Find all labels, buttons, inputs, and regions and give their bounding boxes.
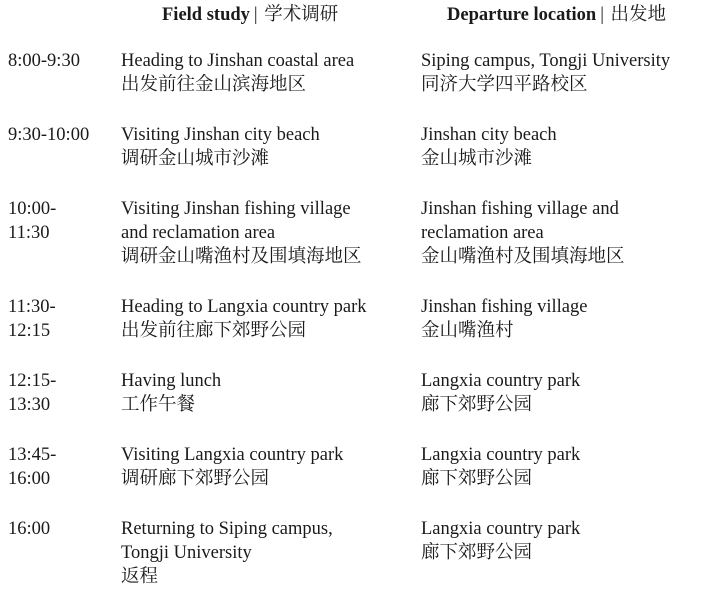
departure-text: reclamation area bbox=[421, 223, 544, 243]
time-text: 16:00 bbox=[8, 469, 51, 489]
field-study-text: Heading to Langxia country park bbox=[121, 297, 367, 317]
field-study-text: Heading to Jinshan coastal area bbox=[121, 51, 355, 71]
field-study-cell bbox=[121, 369, 221, 417]
departure-text: 金山嘴渔村及围填海地区 bbox=[421, 247, 625, 267]
field-study-text: 出发前往廊下郊野公园 bbox=[121, 321, 307, 341]
departure-text: Jinshan fishing village bbox=[421, 297, 588, 317]
time-cell bbox=[8, 295, 108, 343]
field-study-text: Having lunch bbox=[121, 371, 222, 391]
departure-cell bbox=[421, 197, 625, 269]
departure-text: 廊下郊野公园 bbox=[421, 395, 533, 415]
field-study-text: Returning to Siping campus, bbox=[121, 519, 333, 539]
field-study-cell bbox=[121, 517, 333, 589]
time-text: 9:30-10:00 bbox=[8, 125, 90, 145]
field-study-text: 调研金山嘴渔村及围填海地区 bbox=[121, 247, 362, 267]
time-cell bbox=[8, 369, 108, 417]
departure-text: 同济大学四平路校区 bbox=[421, 75, 588, 95]
field-study-text: 调研金山城市沙滩 bbox=[121, 149, 270, 169]
time-cell bbox=[8, 123, 108, 147]
time-text: 8:00-9:30 bbox=[8, 51, 80, 71]
time-text: 13:30 bbox=[8, 395, 51, 415]
time-cell bbox=[8, 443, 108, 491]
departure-text: Langxia country park bbox=[421, 519, 581, 539]
time-text: 12:15 bbox=[8, 321, 51, 341]
header-departure-zh: 出发地 bbox=[610, 5, 667, 25]
field-study-cell bbox=[121, 197, 362, 269]
header-field-study: Field study | 学术调研 bbox=[162, 5, 339, 25]
departure-cell bbox=[421, 443, 580, 491]
header-field-study-en: Field study bbox=[162, 5, 250, 25]
departure-cell bbox=[421, 49, 670, 97]
header-field-study-zh: 学术调研 bbox=[264, 5, 339, 25]
departure-cell bbox=[421, 123, 557, 171]
field-study-text: 出发前往金山滨海地区 bbox=[121, 75, 307, 95]
departure-cell bbox=[421, 517, 580, 565]
field-study-cell bbox=[121, 295, 367, 343]
time-text: 11:30- bbox=[8, 297, 56, 317]
departure-text: Jinshan fishing village and bbox=[421, 199, 619, 219]
field-study-cell bbox=[121, 123, 320, 171]
departure-text: Langxia country park bbox=[421, 445, 581, 465]
departure-text: 廊下郊野公园 bbox=[421, 543, 533, 563]
field-study-cell bbox=[121, 49, 354, 97]
departure-text: Siping campus, Tongji University bbox=[421, 51, 671, 71]
header-departure: Departure location | 出发地 bbox=[447, 5, 667, 25]
field-study-text: 工作午餐 bbox=[121, 395, 196, 415]
field-study-text: 调研廊下郊野公园 bbox=[121, 469, 270, 489]
field-study-text: 返程 bbox=[121, 567, 159, 587]
time-cell bbox=[8, 49, 108, 73]
departure-cell bbox=[421, 369, 580, 417]
field-study-text: Tongji University bbox=[121, 543, 252, 563]
time-cell bbox=[8, 517, 108, 541]
field-study-text: and reclamation area bbox=[121, 223, 276, 243]
departure-text: Jinshan city beach bbox=[421, 125, 557, 145]
time-text: 16:00 bbox=[8, 519, 51, 539]
time-text: 11:30 bbox=[8, 223, 50, 243]
field-study-cell bbox=[121, 443, 343, 491]
time-text: 10:00- bbox=[8, 199, 57, 219]
field-study-text: Visiting Jinshan fishing village bbox=[121, 199, 351, 219]
header-departure-en: Departure location bbox=[447, 5, 597, 25]
table-header bbox=[0, 4, 711, 28]
departure-text: 廊下郊野公园 bbox=[421, 469, 533, 489]
departure-cell bbox=[421, 295, 587, 343]
departure-text: Langxia country park bbox=[421, 371, 581, 391]
departure-text: 金山城市沙滩 bbox=[421, 149, 533, 169]
time-text: 13:45- bbox=[8, 445, 57, 465]
departure-text: 金山嘴渔村 bbox=[421, 321, 514, 341]
time-cell bbox=[8, 197, 108, 245]
field-study-text: Visiting Langxia country park bbox=[121, 445, 344, 465]
time-text: 12:15- bbox=[8, 371, 57, 391]
field-study-text: Visiting Jinshan city beach bbox=[121, 125, 320, 145]
